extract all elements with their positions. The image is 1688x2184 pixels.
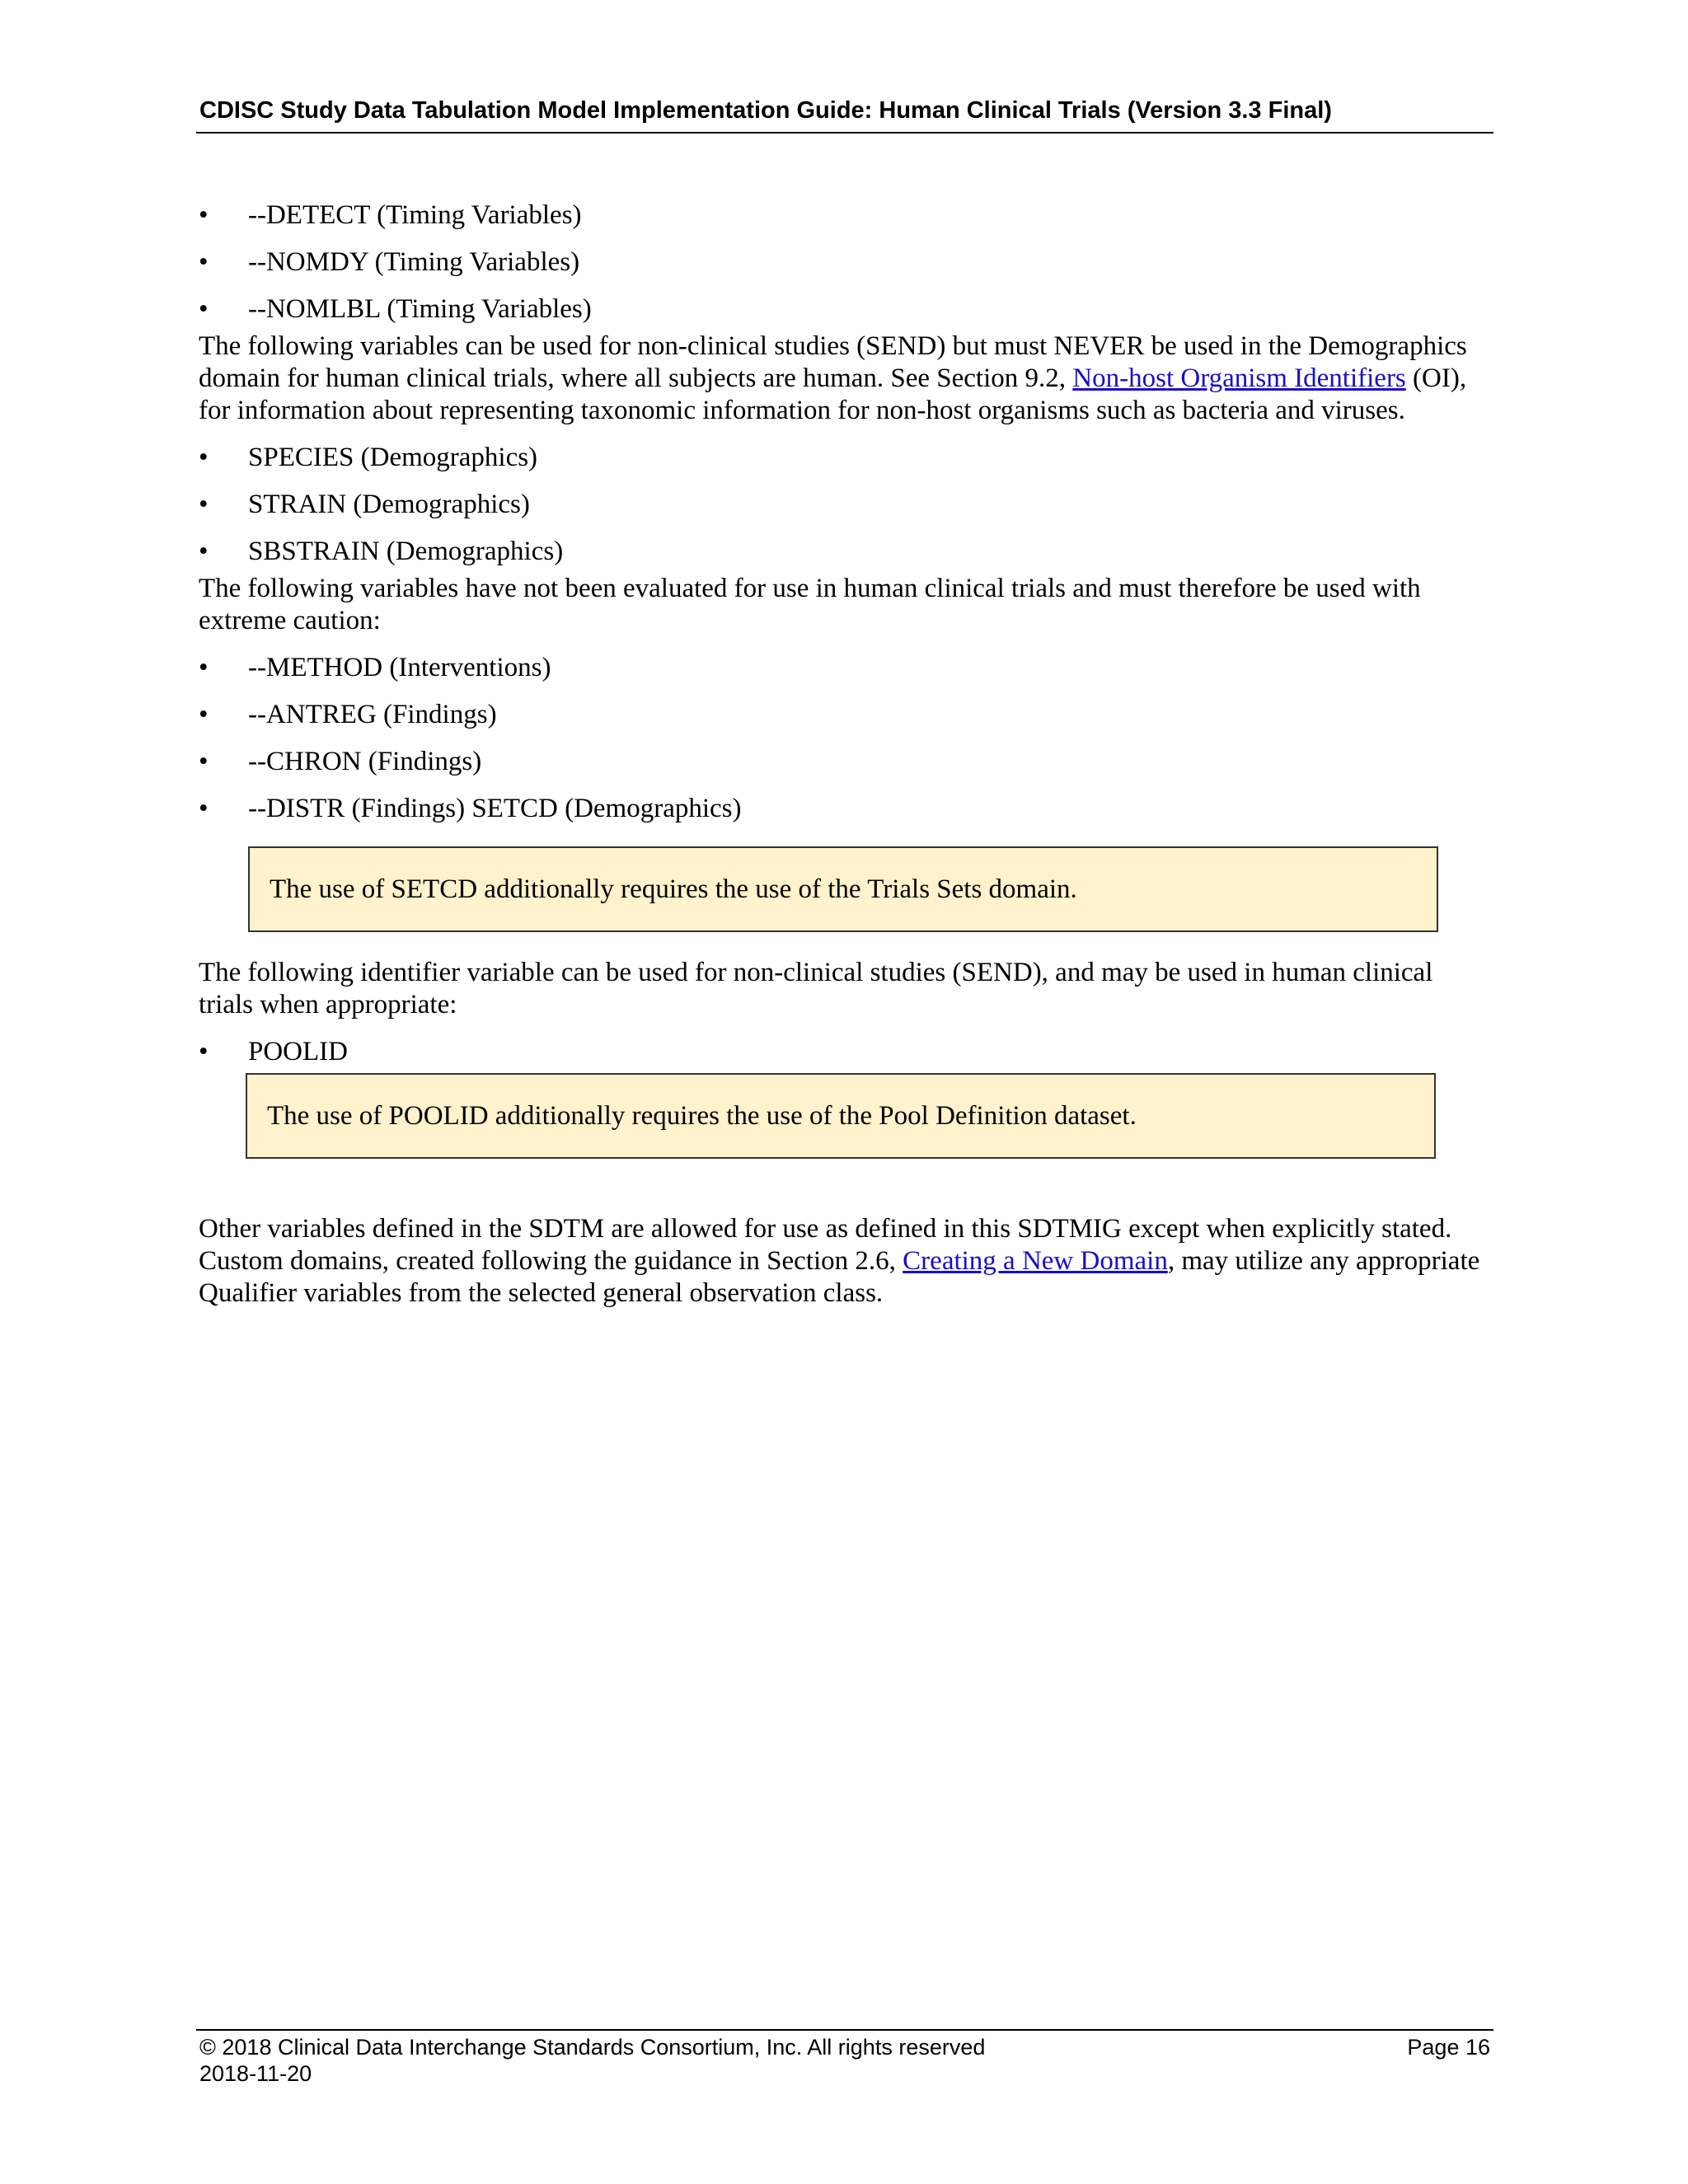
list-item: • POOLID — [199, 1037, 348, 1066]
footer-left — [199, 2034, 985, 2087]
timing-variables-list — [199, 199, 1493, 326]
list-item: • --NOMDY (Timing Variables) — [199, 247, 580, 277]
identifier-paragraph: The following identifier variable can be used for non-clinical studies (SEND), and may be used in human clinical trials when appropriate: — [199, 958, 1433, 1019]
page-header — [196, 97, 1493, 134]
list-item: • --DETECT (Timing Variables) — [199, 200, 582, 230]
poolid-note-box: The use of POOLID additionally requires the use of the Pool Definition dataset. — [246, 1073, 1436, 1159]
caution-variables-list — [199, 652, 1493, 825]
list-item: • --DISTR (Findings) SETCD (Demographics) — [199, 794, 742, 823]
list-item: • --ANTREG (Findings) — [199, 700, 497, 729]
caution-paragraph: The following variables have not been evaluated for use in human clinical trials and must therefore be used with extreme caution: — [199, 574, 1421, 635]
document-date: 2018-11-20 — [199, 2061, 312, 2086]
bullet-icon: • — [199, 747, 209, 776]
bullet-icon: • — [199, 200, 209, 230]
bullet-icon: • — [199, 443, 209, 472]
list-item: • --CHRON (Findings) — [199, 747, 482, 776]
bullet-icon: • — [199, 490, 209, 519]
demographics-variables-list — [199, 442, 1493, 568]
page-footer — [196, 2029, 1493, 2086]
list-item: • --METHOD (Interventions) — [199, 653, 551, 682]
bullet-icon: • — [199, 294, 209, 324]
bullet-icon: • — [199, 537, 209, 566]
list-item: • SBSTRAIN (Demographics) — [199, 537, 564, 566]
list-item: • --NOMLBL (Timing Variables) — [199, 294, 592, 324]
setcd-note-box: The use of SETCD additionally requires the use of the Trials Sets domain. — [248, 846, 1438, 932]
bullet-icon: • — [199, 700, 209, 729]
other-variables-paragraph: Other variables defined in the SDTM are allowed for use as defined in this SDTMIG except when explicitly stated. Custom domains, created following the guidance in Section 2.6, Creating a New Domain, may utilize any appropriate Qualifier variables from the selected general observation class. — [199, 1214, 1480, 1308]
page-number: Page 16 — [1407, 2035, 1490, 2060]
list-item: • STRAIN (Demographics) — [199, 490, 530, 519]
list-item: • SPECIES (Demographics) — [199, 443, 538, 472]
bullet-icon: • — [199, 653, 209, 682]
bullet-icon: • — [199, 1037, 209, 1066]
bullet-icon: • — [199, 794, 209, 823]
identifier-variables-list — [199, 1036, 1493, 1068]
creating-a-new-domain-link[interactable]: Creating a New Domain — [903, 1246, 1168, 1276]
bullet-icon: • — [199, 247, 209, 277]
document-title: CDISC Study Data Tabulation Model Implementation Guide: Human Clinical Trials (Version 3.3 Final) — [199, 97, 1332, 124]
copyright-text: © 2018 Clinical Data Interchange Standards Consortium, Inc. All rights reserved — [199, 2035, 986, 2060]
page-body — [199, 199, 1493, 1324]
non-host-organism-identifiers-link[interactable]: Non-host Organism Identifiers — [1072, 363, 1406, 393]
send-variables-paragraph: The following variables can be used for non-clinical studies (SEND) but must NEVER be used in the Demographics domain for human clinical trials, where all subjects are human. See Section 9.2, Non-host Organism Identifiers (OI), for information about representing taxonomic information for non-host organisms such as bacteria and viruses. — [199, 331, 1467, 425]
